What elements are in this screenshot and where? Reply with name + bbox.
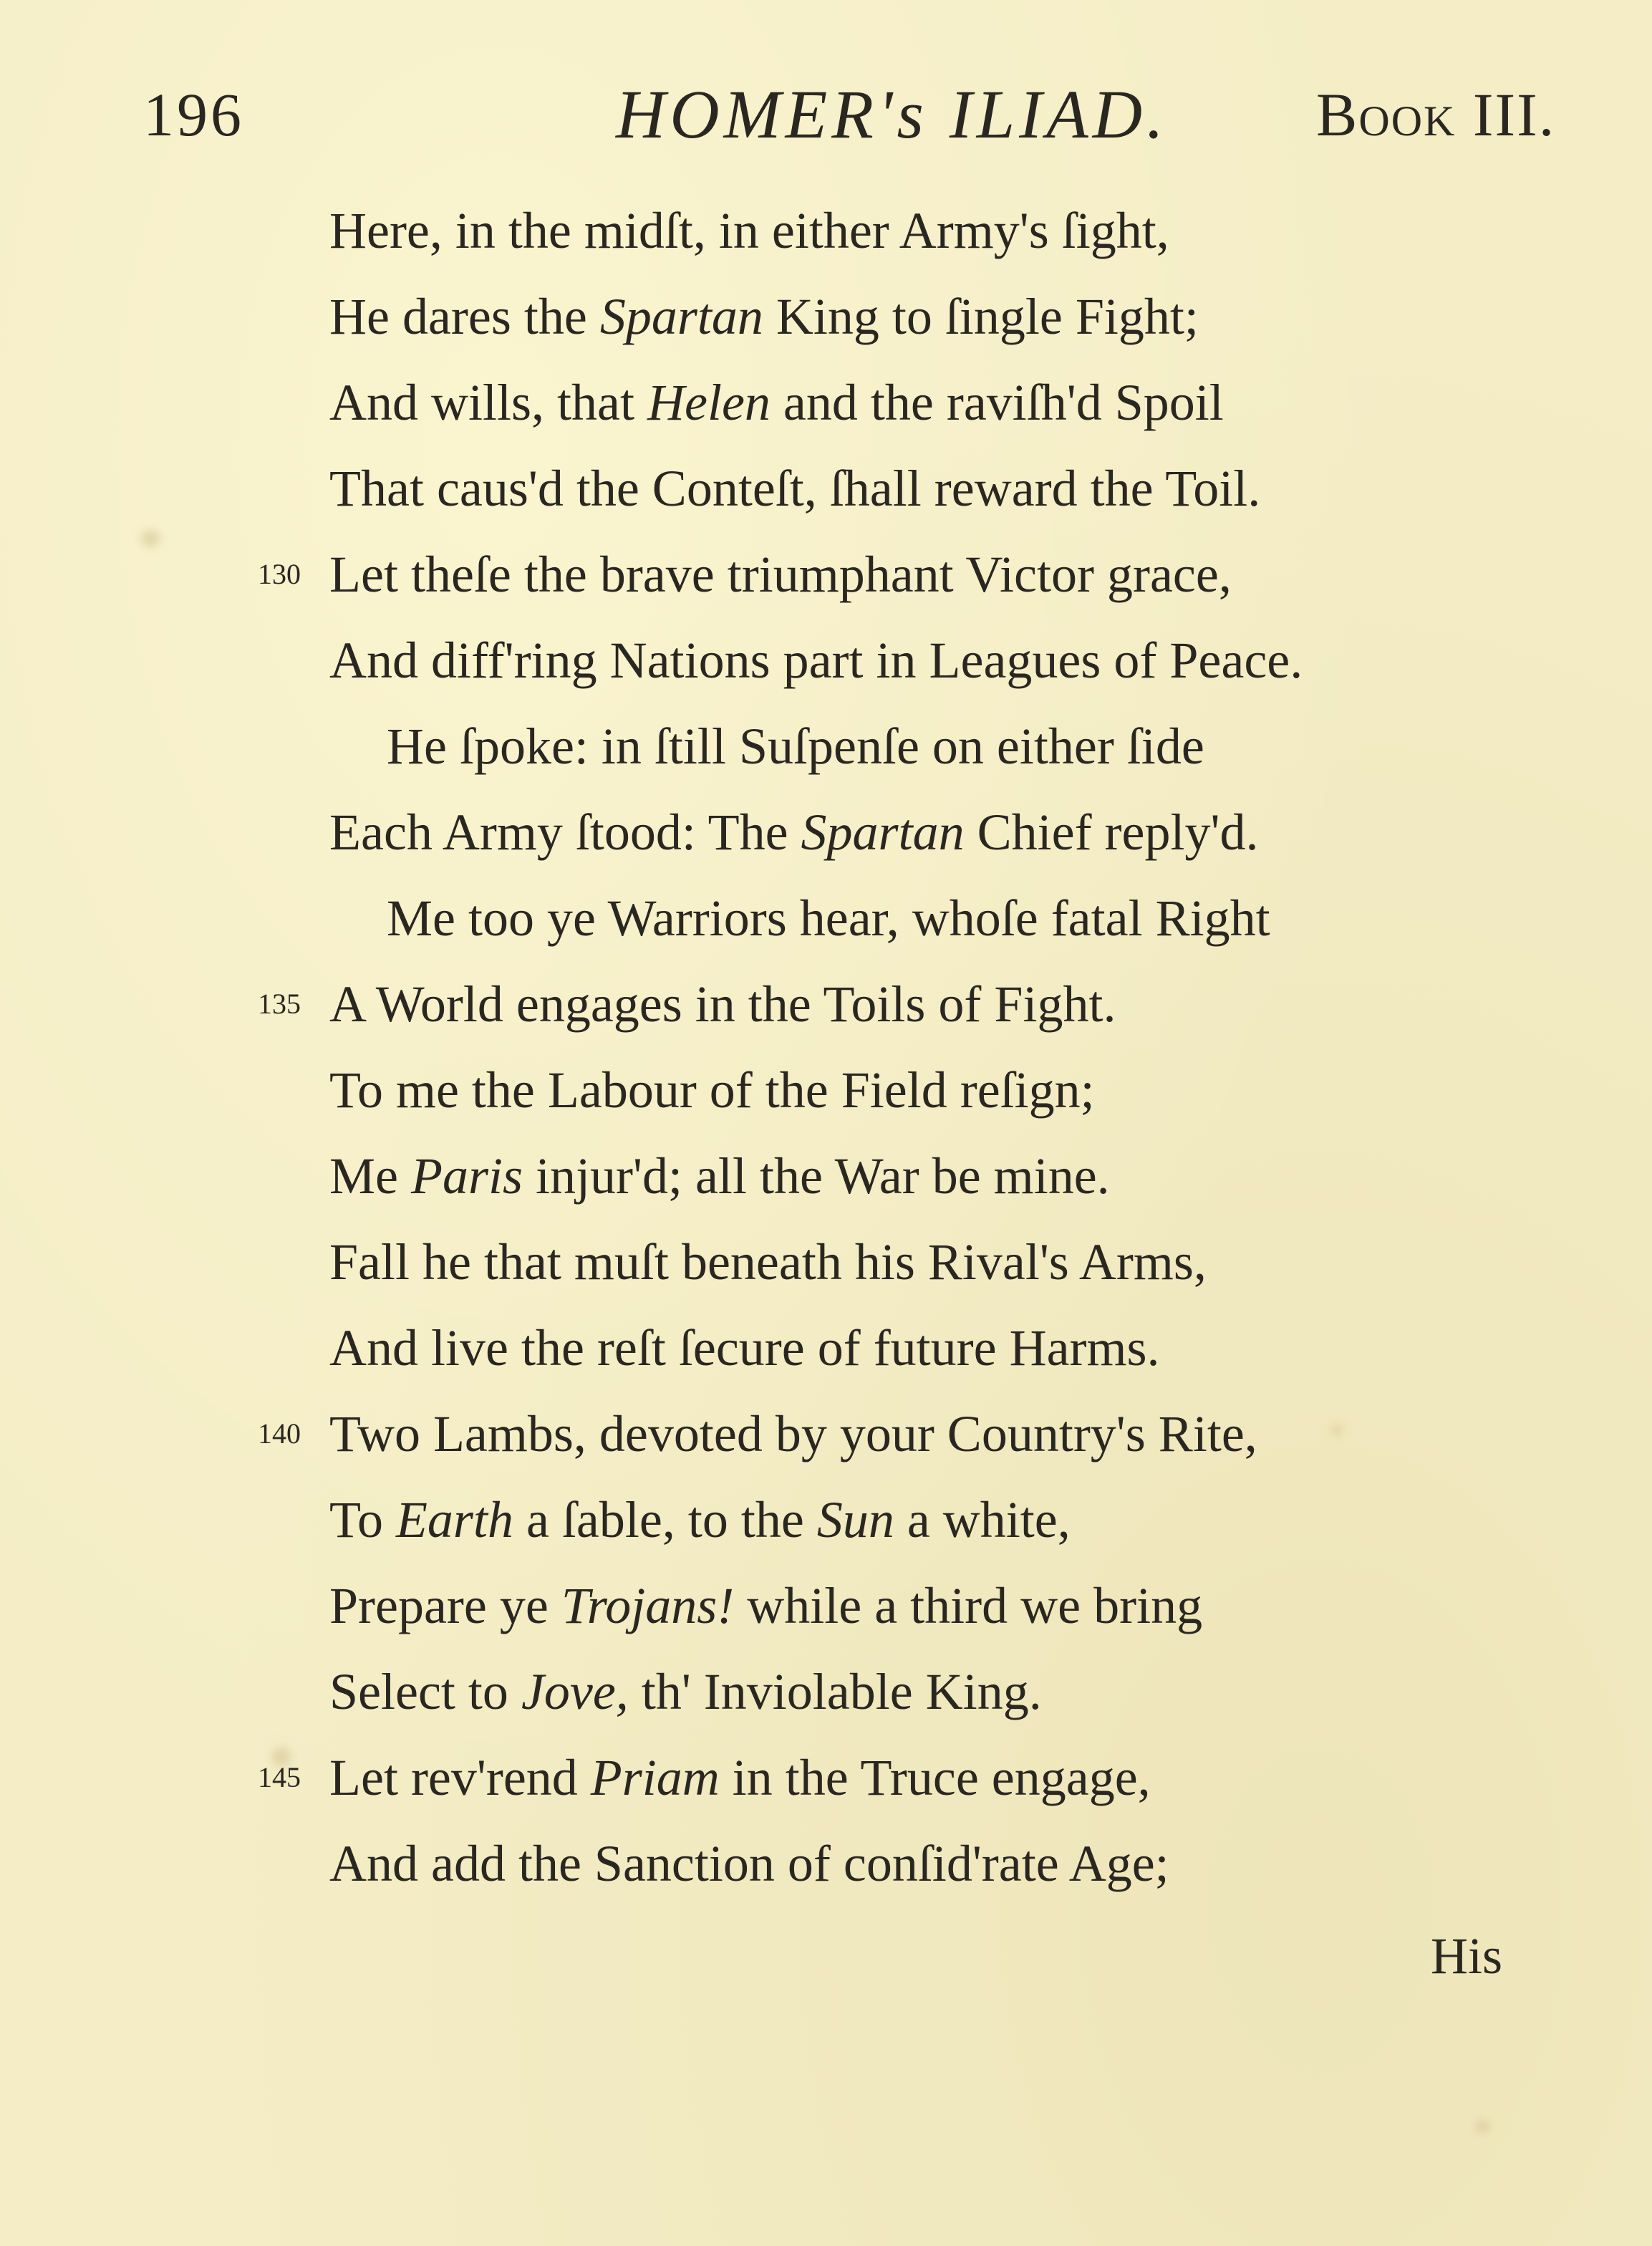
verse-line xyxy=(0,789,1652,875)
verse-line xyxy=(0,875,1652,961)
italic-name: Spartan xyxy=(599,288,763,345)
verse-text xyxy=(329,360,1224,445)
verse-line xyxy=(0,1047,1652,1133)
italic-name: Helen xyxy=(647,374,771,431)
text-run: a ſable, to the xyxy=(513,1491,817,1548)
italic-name: Spartan xyxy=(801,804,965,861)
text-run: Let theſe the brave triumphant Victor grace, xyxy=(329,546,1232,603)
italic-name: Sun xyxy=(816,1491,894,1548)
verse-text xyxy=(329,789,1258,875)
text-run: King to ſingle Fight; xyxy=(763,288,1199,345)
verse-text xyxy=(329,1649,1042,1735)
text-run: And wills, that xyxy=(329,374,647,431)
verse-text xyxy=(329,531,1232,617)
text-run: a white, xyxy=(894,1491,1071,1548)
verse-line xyxy=(0,274,1652,360)
text-run: Two Lambs, devoted by your Country's Rite, xyxy=(329,1405,1257,1462)
line-number: 130 xyxy=(258,558,301,590)
verse-text xyxy=(329,445,1260,531)
verse-line xyxy=(0,188,1652,274)
text-run: And live the reſt ſecure of future Harms. xyxy=(329,1319,1160,1377)
text-run: Fall he that muſt beneath his Rival's Arms, xyxy=(329,1233,1207,1291)
italic-name: Paris xyxy=(410,1147,523,1205)
verse-text xyxy=(329,1735,1151,1821)
text-run: Each Army ſtood: The xyxy=(329,804,801,861)
verse-text xyxy=(329,617,1303,703)
text-run: To xyxy=(329,1491,396,1548)
verse-text xyxy=(387,875,1270,961)
verse-text xyxy=(329,1563,1202,1649)
text-run: Select to xyxy=(329,1663,521,1720)
verse-text xyxy=(329,1047,1095,1133)
text-run: That caus'd the Conteſt, ſhall reward the Toil. xyxy=(329,460,1261,517)
verse-text xyxy=(329,1133,1110,1219)
verse-text xyxy=(329,274,1199,360)
verse-line xyxy=(0,1649,1652,1735)
text-run: th' Inviolable King. xyxy=(628,1663,1042,1720)
text-run: Chief reply'd. xyxy=(964,804,1259,861)
verse-line xyxy=(0,445,1652,531)
running-head xyxy=(0,64,1652,158)
catchword: His xyxy=(1431,1927,1503,1985)
verse-line xyxy=(0,703,1652,789)
line-number: 140 xyxy=(258,1417,301,1450)
text-run: Let rev'rend xyxy=(329,1749,591,1806)
text-run: To me the Labour of the Field reſign; xyxy=(329,1061,1095,1119)
italic-name: Trojans! xyxy=(561,1577,735,1634)
text-run: And add the Sanction of conſid'rate Age; xyxy=(329,1835,1169,1892)
verse-text xyxy=(329,188,1169,274)
verse-text xyxy=(387,703,1204,789)
verse-line xyxy=(0,1735,1652,1821)
text-run: He dares the xyxy=(329,288,600,345)
verse-line xyxy=(0,617,1652,703)
running-title: HOMER's ILIAD. xyxy=(616,76,1169,153)
line-number: 135 xyxy=(258,988,301,1020)
text-run: Me xyxy=(329,1147,411,1205)
foxing-spot xyxy=(1475,2120,1489,2133)
verse-line xyxy=(0,360,1652,445)
italic-name: Jove, xyxy=(521,1663,629,1720)
verse-text xyxy=(329,1821,1169,1907)
text-run: A World engages in the Toils of Fight. xyxy=(329,975,1116,1033)
verse-line xyxy=(0,1563,1652,1649)
verse-line xyxy=(0,1391,1652,1477)
line-number: 145 xyxy=(258,1761,301,1793)
verse-text xyxy=(329,1391,1257,1477)
verse-line xyxy=(0,961,1652,1047)
verse-line xyxy=(0,1477,1652,1563)
verse-text xyxy=(329,1305,1160,1391)
text-run: Prepare ye xyxy=(329,1577,561,1634)
verse-text xyxy=(329,1219,1207,1305)
text-run: while a third we bring xyxy=(734,1577,1203,1634)
text-run: injur'd; all the War be mine. xyxy=(523,1147,1110,1205)
text-run: And diff'ring Nations part in Leagues of Peace. xyxy=(329,632,1303,689)
verse-line xyxy=(0,1305,1652,1391)
text-run: He ſpoke: in ſtill Suſpenſe on either ſide xyxy=(387,718,1204,775)
italic-name: Earth xyxy=(395,1491,513,1548)
verse-line xyxy=(0,531,1652,617)
verse-line xyxy=(0,1133,1652,1219)
italic-name: Priam xyxy=(590,1749,720,1806)
verse-text xyxy=(329,961,1116,1047)
text-run: and the raviſh'd Spoil xyxy=(770,374,1224,431)
page-number: 196 xyxy=(143,80,244,149)
verse-line xyxy=(0,1821,1652,1907)
verse-text xyxy=(329,1477,1071,1563)
text-run: Here, in the midſt, in either Army's ſight, xyxy=(329,202,1169,259)
text-run: in the Truce engage, xyxy=(719,1749,1151,1806)
text-run: Me too ye Warriors hear, whoſe fatal Right xyxy=(387,890,1270,947)
verse-line xyxy=(0,1219,1652,1305)
book-label: Book III. xyxy=(1316,80,1556,149)
